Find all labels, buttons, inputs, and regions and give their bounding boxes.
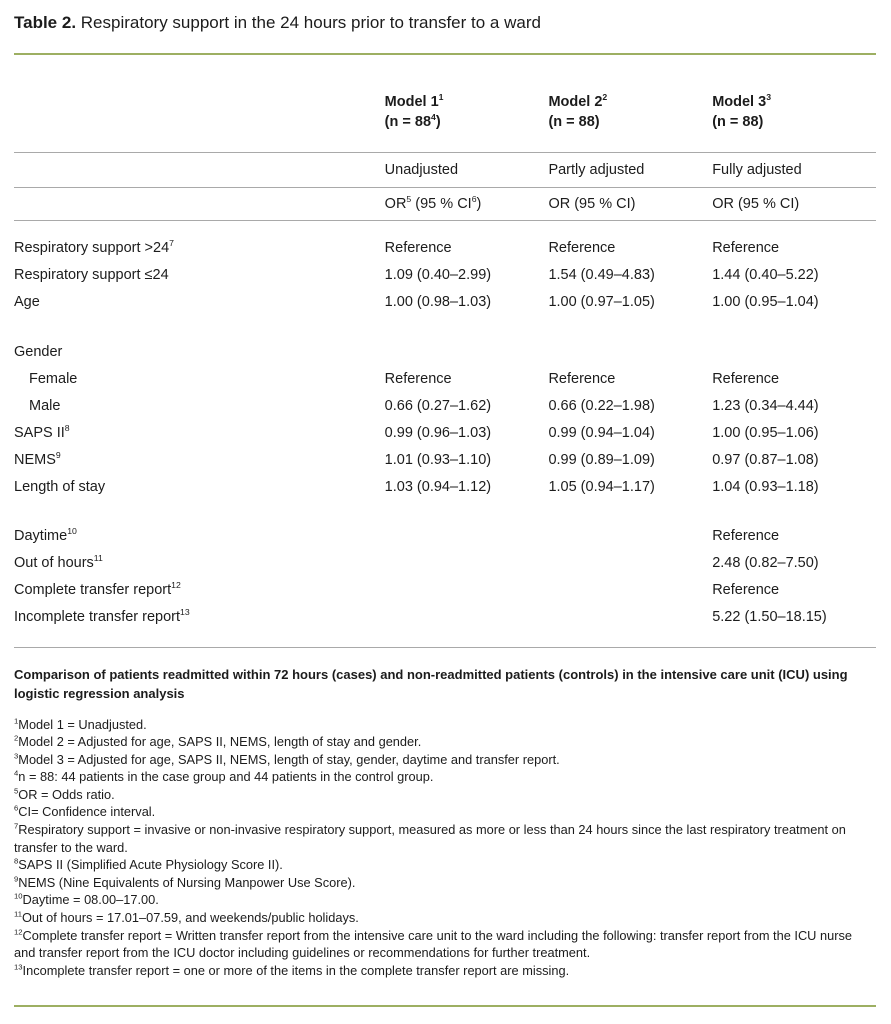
row-label: Length of stay — [14, 478, 106, 495]
value-cell-model-1: 1.00 (0.98–1.03) — [384, 294, 492, 310]
value-cell-model-2: 0.99 (0.94–1.04) — [548, 424, 655, 441]
value-cell-model-1: 1.03 (0.94–1.12) — [384, 478, 492, 495]
value-cell-model-2: 1.05 (0.94–1.17) — [548, 478, 655, 495]
footnote: $^8$SAPS II (Simplified Acute Physiology Score II). — [14, 856, 283, 873]
value-cell-model-2 — [548, 604, 712, 631]
value-cell-model-3: 1.23 (0.34–4.44) — [712, 397, 819, 414]
adjustment-spacer — [14, 153, 385, 188]
value-cell-model-3: Reference — [712, 528, 780, 544]
value-cell-model-3: 1.00 (0.95–1.04) — [712, 294, 819, 310]
table-row — [14, 550, 876, 577]
or-spacer — [14, 188, 385, 221]
value-cell-model-3: 2.48 (0.82–7.50) — [712, 555, 819, 571]
model-title: Model $3^3$ — [712, 92, 772, 110]
bottom-accent-rule — [14, 1005, 876, 1007]
value-cell-model-1 — [385, 316, 549, 366]
row-label: Out of hours$^{11}$ — [14, 553, 103, 571]
column-header-model-2 — [548, 55, 712, 153]
footnote: $^3$Model 3 = Adjusted for age, SAPS II, NEMS, length of stay, gender, daytime and transfer report. — [14, 751, 560, 767]
row-label: Respiratory support ≤24 — [14, 267, 169, 283]
table-row — [14, 316, 876, 366]
adjustment-label-model-1: Unadjusted — [385, 153, 549, 188]
value-cell-model-1 — [385, 577, 549, 604]
row-label: Female — [29, 370, 78, 387]
value-cell-model-2 — [548, 550, 712, 577]
model-title: Model $2^2$ — [548, 92, 608, 110]
table-title-text: Respiratory support in the 24 hours prior to transfer to a ward — [76, 13, 541, 32]
table-row — [14, 262, 876, 289]
value-cell-model-1: 1.01 (0.93–1.10) — [384, 451, 492, 468]
footnote: $^{12}$Complete transfer report = Written transfer report from the intensive care unit to the ward including the following: transfer report from the ICU nurse and transfer report from the ICU doctor including guidelines or recommendations for further treatment. — [14, 927, 852, 961]
value-cell-model-2: Reference — [548, 370, 616, 387]
column-header-model-1 — [385, 55, 549, 153]
table-title-label: Table 2. — [14, 13, 77, 32]
header-spacer — [14, 55, 385, 153]
value-cell-model-3: Reference — [712, 240, 780, 256]
row-label: SAPS $II^8$ — [14, 422, 70, 441]
table-bottom-rule — [14, 647, 876, 648]
table-row — [14, 446, 876, 473]
model-n: $(n = 88^4)$ — [384, 112, 441, 130]
value-cell-model-3 — [712, 316, 876, 366]
table-row — [14, 392, 876, 419]
row-label: Gender — [14, 343, 63, 360]
model-n: (n = 88) — [712, 114, 764, 130]
table-row — [14, 500, 876, 550]
value-cell-model-2: 1.00 (0.97–1.05) — [548, 294, 655, 310]
value-cell-model-2: 0.66 (0.22–1.98) — [548, 397, 655, 414]
value-cell-model-1: 1.09 (0.40–2.99) — [384, 267, 492, 283]
table-row — [14, 577, 876, 604]
row-label: NEMS$^9$ — [14, 449, 61, 468]
row-label: Male — [29, 397, 61, 414]
value-cell-model-1: Reference — [384, 370, 452, 387]
value-cell-model-3: Reference — [712, 370, 780, 387]
value-cell-model-1 — [385, 500, 549, 550]
table-row — [14, 419, 876, 446]
adjustment-label-model-3: Fully adjusted — [712, 153, 876, 188]
footnote: $^{10}$Daytime = 08.00–17.00. — [14, 892, 159, 908]
table-row — [14, 221, 876, 262]
footnote: $^{13}$Incomplete transfer report = one or more of the items in the complete transfer report are missing. — [14, 962, 570, 978]
table-caption: Comparison of patients readmitted within 72 hours (cases) and non-readmitted patients (controls) in the intensive care unit (ICU) using logistic regression analysis — [14, 666, 848, 701]
or-label-row — [14, 188, 876, 221]
row-label: Complete transfer report$^{12}$ — [14, 580, 181, 598]
value-cell-model-1: 0.99 (0.96–1.03) — [384, 424, 492, 441]
or-label-model-1: $OR^5$ (95 % $CI^6$) — [385, 188, 549, 221]
value-cell-model-2: 1.54 (0.49–4.83) — [548, 267, 655, 283]
value-cell-model-3: 1.04 (0.93–1.18) — [712, 478, 819, 495]
model-title: Model $1^1$ — [384, 92, 444, 110]
model-n: (n = 88) — [548, 114, 600, 130]
footnote: $^{11}$Out of hours = 17.01–07.59, and weekends/public holidays. — [14, 909, 359, 926]
table-row — [14, 289, 876, 316]
footnotes — [14, 716, 876, 980]
value-cell-model-1: Reference — [384, 240, 452, 256]
table-row — [14, 365, 876, 392]
or-label-model-2: OR (95 % CI) — [548, 188, 712, 221]
or-label-model-3: OR (95 % CI) — [712, 188, 876, 221]
value-cell-model-2: Reference — [548, 240, 616, 256]
value-cell-model-1 — [385, 550, 549, 577]
footnote: $^7$Respiratory support = invasive or non-invasive respiratory support, measured as more or less than 24 hours since the last respiratory treatment on transfer to the ward. — [14, 821, 846, 855]
results-table — [14, 55, 876, 631]
row-label: Incomplete transfer report$^{13}$ — [14, 607, 190, 625]
value-cell-model-3: 1.44 (0.40–5.22) — [712, 267, 819, 283]
footnote: $^4$n = 88: 44 patients in the case group and 44 patients in the control group. — [14, 769, 434, 785]
value-cell-model-3: Reference — [712, 582, 780, 598]
value-cell-model-3: 5.22 (1.50–18.15) — [712, 609, 827, 625]
footnote: $^2$Model 2 = Adjusted for age, SAPS II, NEMS, length of stay and gender. — [14, 733, 422, 750]
footnote: $^6$CI= Confidence interval. — [14, 804, 156, 820]
table-title — [14, 8, 876, 34]
value-cell-model-3: 0.97 (0.87–1.08) — [712, 451, 819, 468]
table-row — [14, 473, 876, 500]
footnote: $^1$Model 1 = Unadjusted. — [14, 716, 147, 732]
row-label: Daytime$^{10}$ — [14, 526, 77, 544]
table-head — [14, 55, 876, 221]
footnote: $^9$NEMS (Nine Equivalents of Nursing Manpower Use Score). — [14, 874, 356, 890]
value-cell-model-2 — [548, 500, 712, 550]
adjustment-row — [14, 153, 876, 188]
value-cell-model-1: 0.66 (0.27–1.62) — [384, 397, 492, 414]
value-cell-model-2 — [548, 577, 712, 604]
table-body — [14, 221, 876, 631]
table-row — [14, 604, 876, 631]
column-header-model-3 — [712, 55, 876, 153]
value-cell-model-2 — [548, 316, 712, 366]
value-cell-model-2: 0.99 (0.89–1.09) — [548, 451, 655, 468]
row-label: Age — [14, 294, 40, 310]
value-cell-model-3: 1.00 (0.95–1.06) — [712, 424, 819, 441]
footnote: $^5$OR = Odds ratio. — [14, 786, 115, 802]
model-header-row — [14, 55, 876, 153]
value-cell-model-1 — [385, 604, 549, 631]
row-label: Respiratory support $>24^7$ — [14, 238, 174, 256]
adjustment-label-model-2: Partly adjusted — [548, 153, 712, 188]
